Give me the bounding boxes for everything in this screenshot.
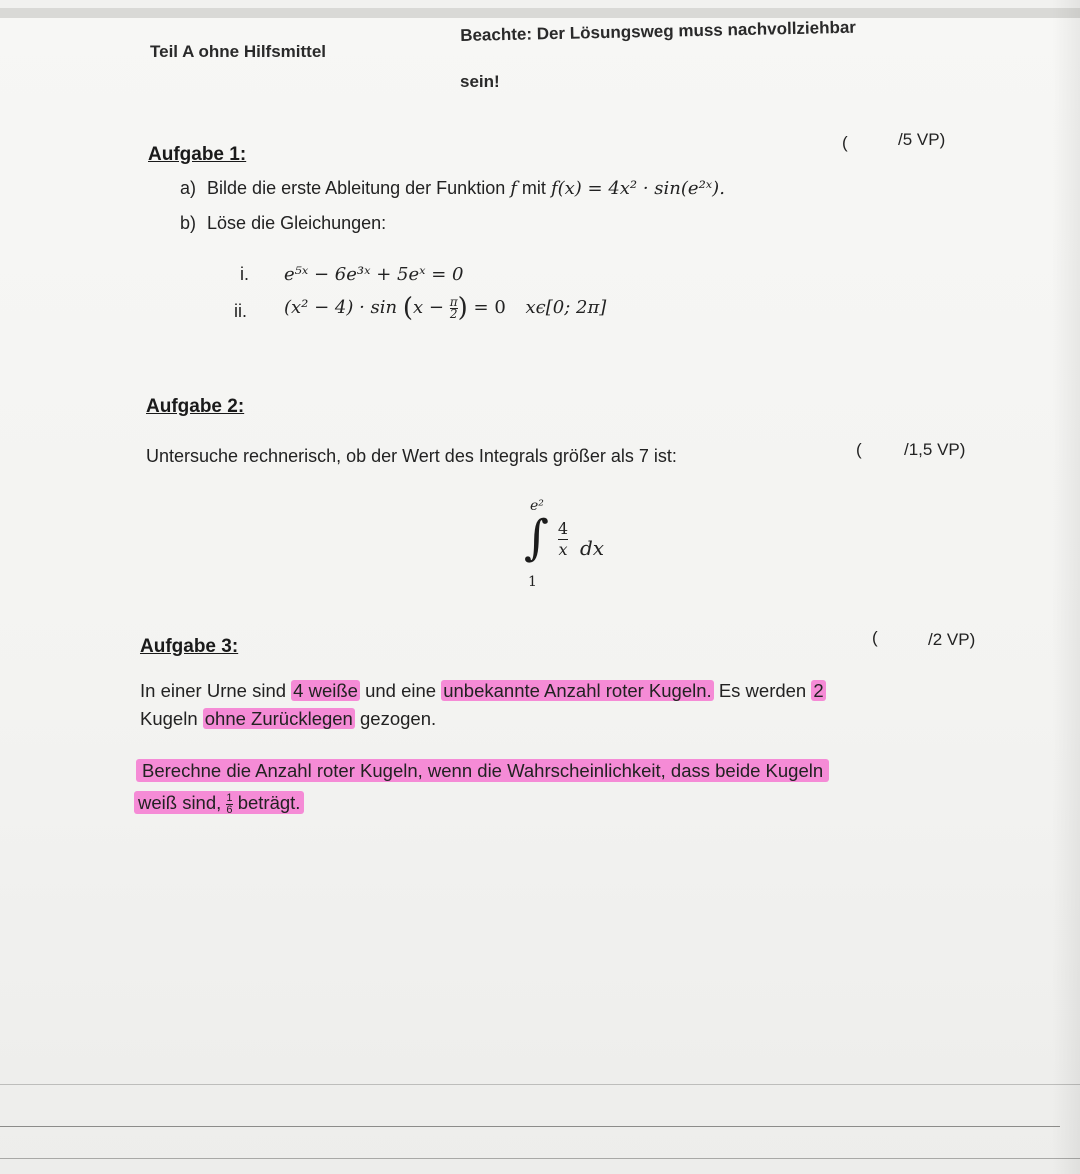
task1-b-row bbox=[180, 213, 386, 234]
highlight-ohne-zuruecklegen: ohne Zurücklegen bbox=[204, 708, 353, 729]
task1-a-mit: mit bbox=[521, 178, 546, 198]
bottom-rule-2 bbox=[0, 1126, 1060, 1127]
task1-ii-label: ii. bbox=[234, 301, 247, 321]
header-note-line1: Beachte: Der Lösungsweg muss nachvollziehbar bbox=[460, 17, 857, 45]
task1-title: Aufgabe 1: bbox=[148, 144, 247, 165]
task1-points: /5 VP) bbox=[898, 130, 946, 149]
task1-points-paren: ( bbox=[842, 133, 848, 152]
integral-dx: dx bbox=[580, 536, 605, 560]
task2-text: Untersuche rechnerisch, ob der Wert des Integrals größer als 7 ist: bbox=[146, 446, 677, 466]
task3-question-line2 bbox=[134, 792, 304, 816]
task3-points-paren: ( bbox=[872, 628, 878, 647]
task1-ii-fraction: $\frac{\pi}{2}$ bbox=[449, 294, 458, 321]
task1-a-row bbox=[180, 178, 725, 199]
task1-a-label: a) bbox=[180, 178, 197, 198]
task3-paragraph-line2: Kugeln ohne Zurücklegen gezogen. bbox=[140, 708, 437, 729]
bottom-rule-3 bbox=[0, 1158, 1080, 1159]
task3-question-line1 bbox=[136, 760, 829, 782]
highlight-question-line1: Berechne die Anzahl roter Kugeln, wenn die Wahrscheinlichkeit, dass beide Kugeln bbox=[136, 759, 829, 782]
header-left: Teil A ohne Hilfsmittel bbox=[150, 42, 326, 61]
task2-title: Aufgabe 2: bbox=[146, 396, 245, 417]
task3-title: Aufgabe 3: bbox=[140, 636, 239, 657]
right-edge-shadow bbox=[1052, 0, 1080, 1174]
task1-b-text: Löse die Gleichungen: bbox=[207, 213, 387, 233]
task1-ii-equation: $(x^2 - 4) \cdot \sin (x - \frac{\pi}{2}$ ) = 0 xϵ[0; 2π] bbox=[284, 293, 607, 323]
task3-points: /2 VP) bbox=[928, 630, 976, 649]
task1-a-text: Bilde die erste Ableitung der Funktion bbox=[207, 178, 506, 198]
task1-i-label: i. bbox=[240, 264, 249, 284]
integral-upper-limit: e² bbox=[530, 498, 544, 514]
task1-b-label: b) bbox=[180, 213, 197, 233]
integral-sign: ∫ bbox=[524, 510, 550, 566]
worksheet-page bbox=[0, 8, 1080, 1174]
paper-top-edge bbox=[0, 8, 1080, 18]
task1-ii-domain: xϵ[0; 2π] bbox=[525, 297, 607, 318]
task1-ii-eq-part-a: (x² − 4) · sin bbox=[284, 297, 398, 318]
integral-fraction: 4 x bbox=[557, 519, 569, 559]
header-note-line2: sein! bbox=[460, 72, 500, 91]
task2-integral bbox=[520, 498, 640, 598]
highlight-2: 2 bbox=[813, 680, 824, 701]
probability-fraction: $\frac{1}{6}$ bbox=[226, 791, 233, 816]
task1-a-formula: f(x) = 4x² · sin(e²ˣ). bbox=[550, 178, 725, 199]
highlight-question-line2: weiß sind, $\frac{1}{6}$ beträgt. bbox=[134, 791, 304, 814]
task1-ii-eq-part-b: x − bbox=[413, 297, 445, 318]
task2-points-paren: ( bbox=[856, 440, 862, 459]
task2-points: /1,5 VP) bbox=[904, 440, 966, 459]
task3-paragraph-line1: In einer Urne sind 4 weiße und eine unbekannte Anzahl roter Kugeln. Es werden 2 bbox=[140, 680, 824, 701]
highlight-4-weisse: 4 weiße bbox=[293, 680, 358, 701]
bottom-rule-1 bbox=[0, 1084, 1080, 1085]
task1-a-f: f bbox=[510, 178, 517, 199]
task1-i-equation: e⁵ˣ − 6e³ˣ + 5eˣ = 0 bbox=[284, 264, 464, 285]
task1-ii-eq-part-c: = 0 bbox=[473, 297, 506, 318]
highlight-unbekannte-anzahl: unbekannte Anzahl roter Kugeln. bbox=[443, 680, 712, 701]
integral-lower-limit: 1 bbox=[528, 574, 537, 590]
